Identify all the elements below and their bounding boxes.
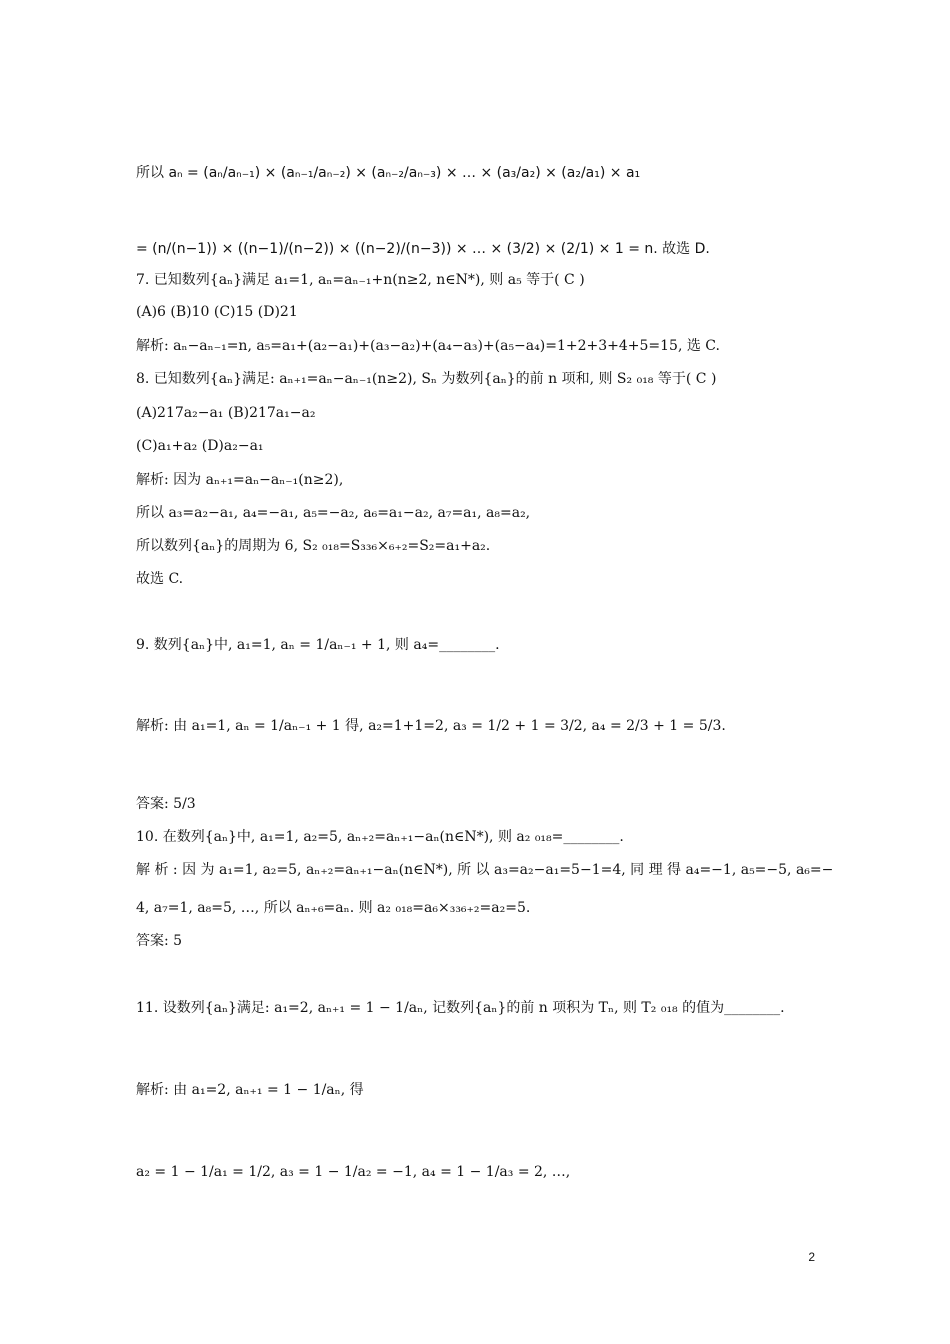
question-9: 9. 数列{aₙ}中, a₁=1, aₙ = 1/aₙ₋₁ + 1, 则 a₄=________. [136, 637, 500, 653]
answer: 答案: 5 [136, 933, 183, 949]
solution: 解析: 因为 aₙ₊₁=aₙ−aₙ₋₁(n≥2), [136, 472, 344, 488]
answer: 答案: 5/3 [136, 796, 196, 812]
solution: 4, a₇=1, a₈=5, …, 所以 aₙ₊₆=aₙ. 则 a₂ ₀₁₈=a₆×₃₃₆₊₂=a₂=5. [136, 900, 531, 916]
solution: a₂ = 1 − 1/a₁ = 1/2, a₃ = 1 − 1/a₂ = −1, a₄ = 1 − 1/a₃ = 2, …, [136, 1164, 571, 1180]
solution: 所以数列{aₙ}的周期为 6, S₂ ₀₁₈=S₃₃₆×₆₊₂=S₂=a₁+a₂. [136, 538, 491, 554]
question-11: 11. 设数列{aₙ}满足: a₁=2, aₙ₊₁ = 1 − 1/aₙ, 记数列{aₙ}的前 n 项积为 Tₙ, 则 T₂ ₀₁₈ 的值为________. [136, 1000, 785, 1016]
solution: 所以 a₃=a₂−a₁, a₄=−a₁, a₅=−a₂, a₆=a₁−a₂, a₇=a₁, a₈=a₂, [136, 505, 531, 521]
solution: 故选 C. [136, 571, 184, 587]
solution: 解析: aₙ−aₙ₋₁=n, a₅=a₁+(a₂−a₁)+(a₃−a₂)+(a₄−a₃)+(a₅−a₄)=1+2+3+4+5=15, 选 C. [136, 338, 720, 354]
page-number: 2 [808, 1250, 815, 1264]
solution: 解 析 : 因 为 a₁=1, a₂=5, aₙ₊₂=aₙ₊₁−aₙ(n∈N*), 所 以 a₃=a₂−a₁=5−1=4, 同 理 得 a₄=−1, a₅=−5, a₆=− [136, 862, 834, 878]
solution: 解析: 由 a₁=1, aₙ = 1/aₙ₋₁ + 1 得, a₂=1+1=2, a₃ = 1/2 + 1 = 3/2, a₄ = 2/3 + 1 = 5/3. [136, 718, 726, 734]
options: (C)a₁+a₂ (D)a₂−a₁ [136, 438, 264, 454]
solution: 解析: 由 a₁=2, aₙ₊₁ = 1 − 1/aₙ, 得 [136, 1082, 364, 1098]
question-7: 7. 已知数列{aₙ}满足 a₁=1, aₙ=aₙ₋₁+n(n≥2, n∈N*), 则 a₅ 等于( C ) [136, 272, 585, 288]
options: (A)6 (B)10 (C)15 (D)21 [136, 304, 298, 320]
text-line: 所以 aₙ = (aₙ/aₙ₋₁) × (aₙ₋₁/aₙ₋₂) × (aₙ₋₂/aₙ₋₃) × … × (a₃/a₂) × (a₂/a₁) × a₁ [136, 165, 641, 181]
text-line: = (n/(n−1)) × ((n−1)/(n−2)) × ((n−2)/(n−3)) × … × (3/2) × (2/1) × 1 = n. 故选 D. [136, 241, 710, 257]
options: (A)217a₂−a₁ (B)217a₁−a₂ [136, 405, 316, 421]
question-10: 10. 在数列{aₙ}中, a₁=1, a₂=5, aₙ₊₂=aₙ₊₁−aₙ(n∈N*), 则 a₂ ₀₁₈=________. [136, 829, 624, 845]
question-8: 8. 已知数列{aₙ}满足: aₙ₊₁=aₙ−aₙ₋₁(n≥2), Sₙ 为数列{aₙ}的前 n 项和, 则 S₂ ₀₁₈ 等于( C ) [136, 371, 717, 387]
